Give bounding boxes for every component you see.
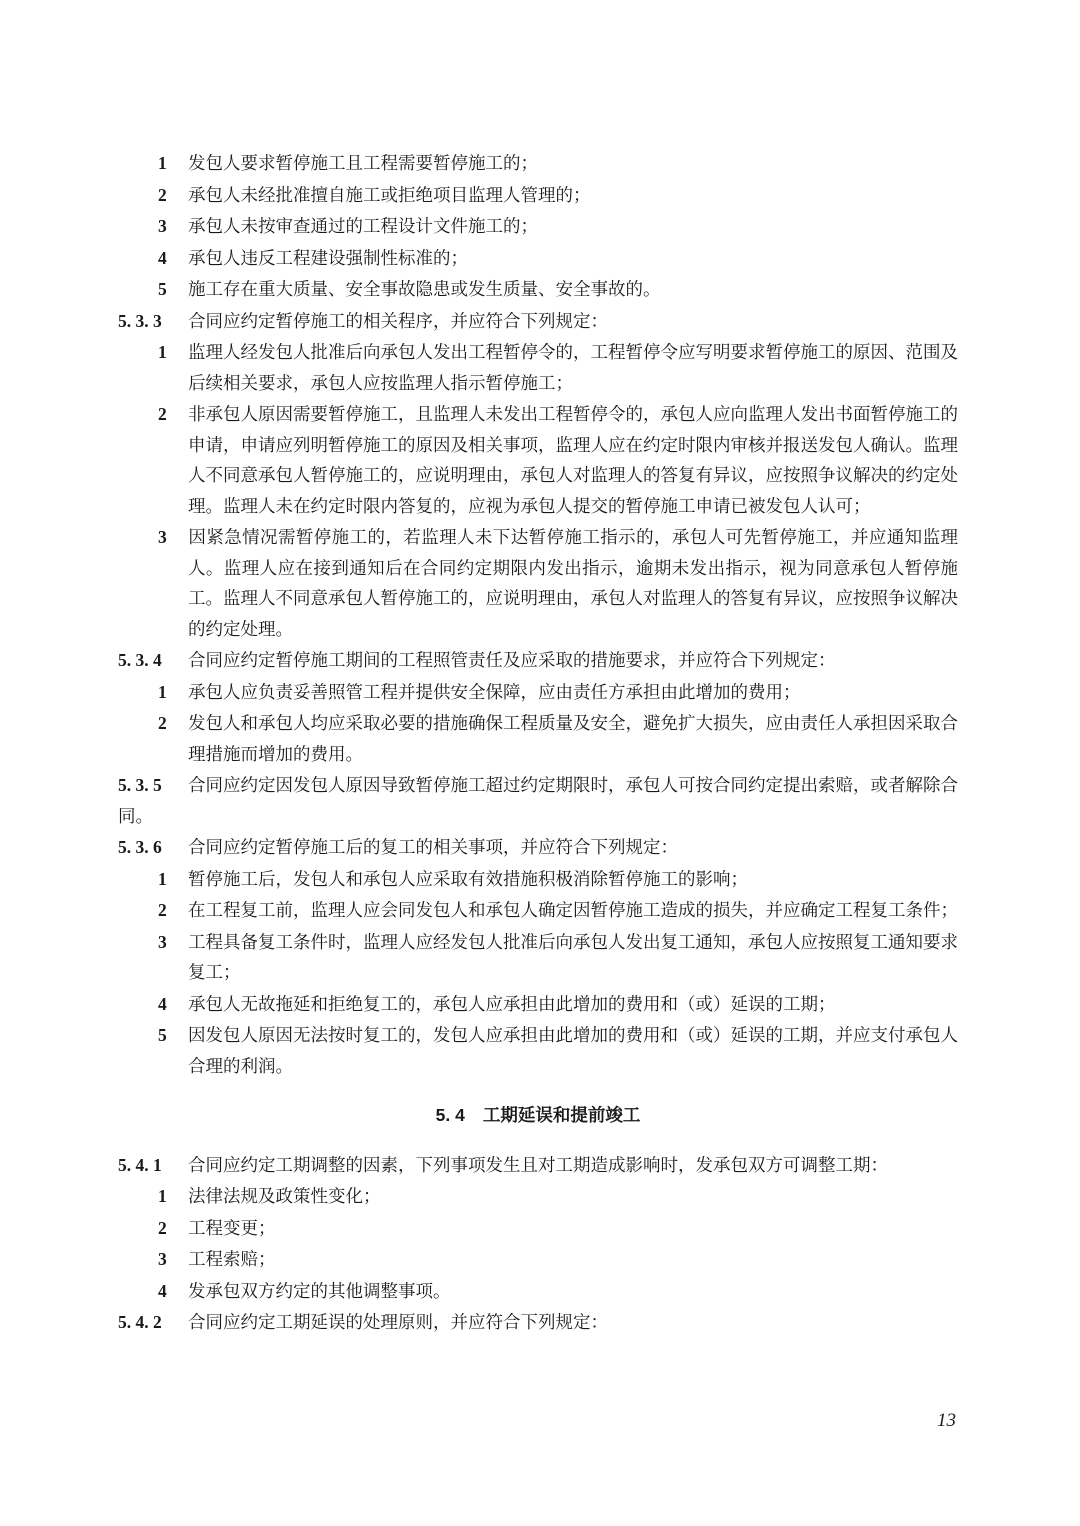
item-number: 1 xyxy=(158,153,167,173)
item-text: 承包人违反工程建设强制性标准的； xyxy=(188,248,468,269)
clause-text: 合同应约定暂停施工的相关程序，并应符合下列规定： xyxy=(188,311,608,332)
item-number: 1 xyxy=(158,342,167,362)
item-number: 5 xyxy=(158,279,167,299)
item-text: 工程具备复工条件时，监理人应经发包人批准后向承包人发出复工通知，承包人应按照复工通知要求复工； xyxy=(188,932,958,983)
item-number: 1 xyxy=(158,868,167,889)
item-number: 2 xyxy=(158,404,167,424)
clause-text: 合同应约定工期延误的处理原则，并应符合下列规定： xyxy=(188,1313,608,1333)
item-number: 3 xyxy=(158,527,167,547)
list-item xyxy=(118,211,958,243)
item-text: 承包人未经批准擅自施工或拒绝项目监理人管理的； xyxy=(188,185,591,206)
item-number: 4 xyxy=(158,993,167,1014)
list-item xyxy=(118,399,958,522)
list-item xyxy=(118,180,958,212)
list-item xyxy=(118,989,958,1021)
list-item xyxy=(118,1181,958,1213)
list-item xyxy=(118,927,958,989)
item-text: 承包人无故拖延和拒绝复工的，承包人应承担由此增加的费用和（或）延误的工期； xyxy=(188,994,836,1015)
item-text: 工程索赔； xyxy=(188,1250,276,1270)
clause-number: 5. 3. 4 xyxy=(118,650,162,670)
clause-5-3-5 xyxy=(118,770,958,832)
section-title-text: 工期延误和提前竣工 xyxy=(482,1106,641,1126)
list-item xyxy=(118,895,958,927)
list-item xyxy=(118,148,958,180)
section-title xyxy=(118,1100,958,1132)
clause-5-4-2 xyxy=(118,1307,958,1339)
item-text: 工程变更； xyxy=(188,1218,276,1239)
item-number: 2 xyxy=(158,184,167,205)
item-number: 3 xyxy=(158,216,167,236)
list-item xyxy=(118,708,958,770)
item-text: 因紧急情况需暂停施工的，若监理人未下达暂停施工指示的，承包人可先暂停施工，并应通知监理人。监理人应在接到通知后在合同约定期限内发出指示，逾期未发出指示，视为同意承包人暂停施工。监理人不同意承包人暂停施工的，应说明理由，承包人对监理人的答复有异议，应按照争议解决的约定处理。 xyxy=(188,528,958,640)
list-item xyxy=(118,1244,958,1276)
clause-5-3-3 xyxy=(118,306,958,338)
clause-number: 5. 3. 5 xyxy=(118,775,162,795)
clause-text: 合同应约定暂停施工期间的工程照管责任及应采取的措施要求，并应符合下列规定： xyxy=(188,651,836,671)
item-number: 2 xyxy=(158,713,167,733)
item-text: 发包人和承包人均应采取必要的措施确保工程质量及安全，避免扩大损失，应由责任人承担因采取合理措施而增加的费用。 xyxy=(188,714,958,765)
item-number: 3 xyxy=(158,931,167,952)
item-number: 2 xyxy=(158,900,167,920)
list-item xyxy=(118,864,958,896)
item-number: 2 xyxy=(158,1217,167,1238)
list-item xyxy=(118,274,958,306)
item-number: 3 xyxy=(158,1249,167,1269)
clause-number: 5. 3. 6 xyxy=(118,837,162,857)
item-text: 承包人应负责妥善照管工程并提供安全保障，应由责任方承担由此增加的费用； xyxy=(188,682,801,703)
page-number: 13 xyxy=(937,1410,956,1431)
list-item xyxy=(118,1020,958,1082)
clause-text: 合同应约定暂停施工后的复工的相关事项，并应符合下列规定： xyxy=(188,838,678,858)
item-text: 暂停施工后，发包人和承包人应采取有效措施积极消除暂停施工的影响； xyxy=(188,869,748,890)
list-item xyxy=(118,243,958,275)
clause-text: 合同应约定工期调整的因素，下列事项发生且对工期造成影响时，发承包双方可调整工期： xyxy=(188,1155,888,1176)
item-text: 非承包人原因需要暂停施工，且监理人未发出工程暂停令的，承包人应向监理人发出书面暂停施工的申请，申请应列明暂停施工的原因及相关事项，监理人应在约定时限内审核并报送发包人确认。监理人不同意承包人暂停施工的，应说明理由，承包人对监理人的答复有异议，应按照争议解决的约定处理。监理人未在约定时限内答复的，应视为承包人提交的暂停施工申请已被发包人认可； xyxy=(188,405,958,517)
list-item xyxy=(118,337,958,399)
item-text: 监理人经发包人批准后向承包人发出工程暂停令的，工程暂停令应写明要求暂停施工的原因、范围及后续相关要求，承包人应按监理人指示暂停施工； xyxy=(188,343,958,394)
clause-5-4-1 xyxy=(118,1150,958,1182)
list-item xyxy=(118,1276,958,1308)
item-text: 发包人要求暂停施工且工程需要暂停施工的； xyxy=(188,154,538,174)
clause-number: 5. 4. 2 xyxy=(118,1312,162,1332)
item-text: 承包人未按审查通过的工程设计文件施工的； xyxy=(188,217,538,237)
section-number: 5. 4 xyxy=(435,1105,465,1125)
clause-number: 5. 3. 3 xyxy=(118,310,162,331)
item-number: 5 xyxy=(158,1025,167,1045)
clause-number: 5. 4. 1 xyxy=(118,1154,162,1175)
item-number: 4 xyxy=(158,247,167,268)
page-content xyxy=(118,148,958,1339)
item-number: 4 xyxy=(158,1280,167,1301)
clause-5-3-4 xyxy=(118,645,958,677)
item-text: 因发包人原因无法按时复工的，发包人应承担由此增加的费用和（或）延误的工期，并应支付承包人合理的利润。 xyxy=(188,1026,958,1077)
item-text: 发承包双方约定的其他调整事项。 xyxy=(188,1281,451,1302)
list-item xyxy=(118,677,958,709)
list-item xyxy=(118,522,958,645)
item-text: 在工程复工前，监理人应会同发包人和承包人确定因暂停施工造成的损失，并应确定工程复工条件； xyxy=(188,901,958,921)
item-number: 1 xyxy=(158,681,167,702)
clause-5-3-6 xyxy=(118,832,958,864)
item-text: 施工存在重大质量、安全事故隐患或发生质量、安全事故的。 xyxy=(188,280,661,300)
list-item xyxy=(118,1213,958,1245)
item-number: 1 xyxy=(158,1186,167,1206)
clause-text: 合同应约定因发包人原因导致暂停施工超过约定期限时，承包人可按合同约定提出索赔，或者解除合同。 xyxy=(118,776,958,827)
item-text: 法律法规及政策性变化； xyxy=(188,1187,381,1207)
